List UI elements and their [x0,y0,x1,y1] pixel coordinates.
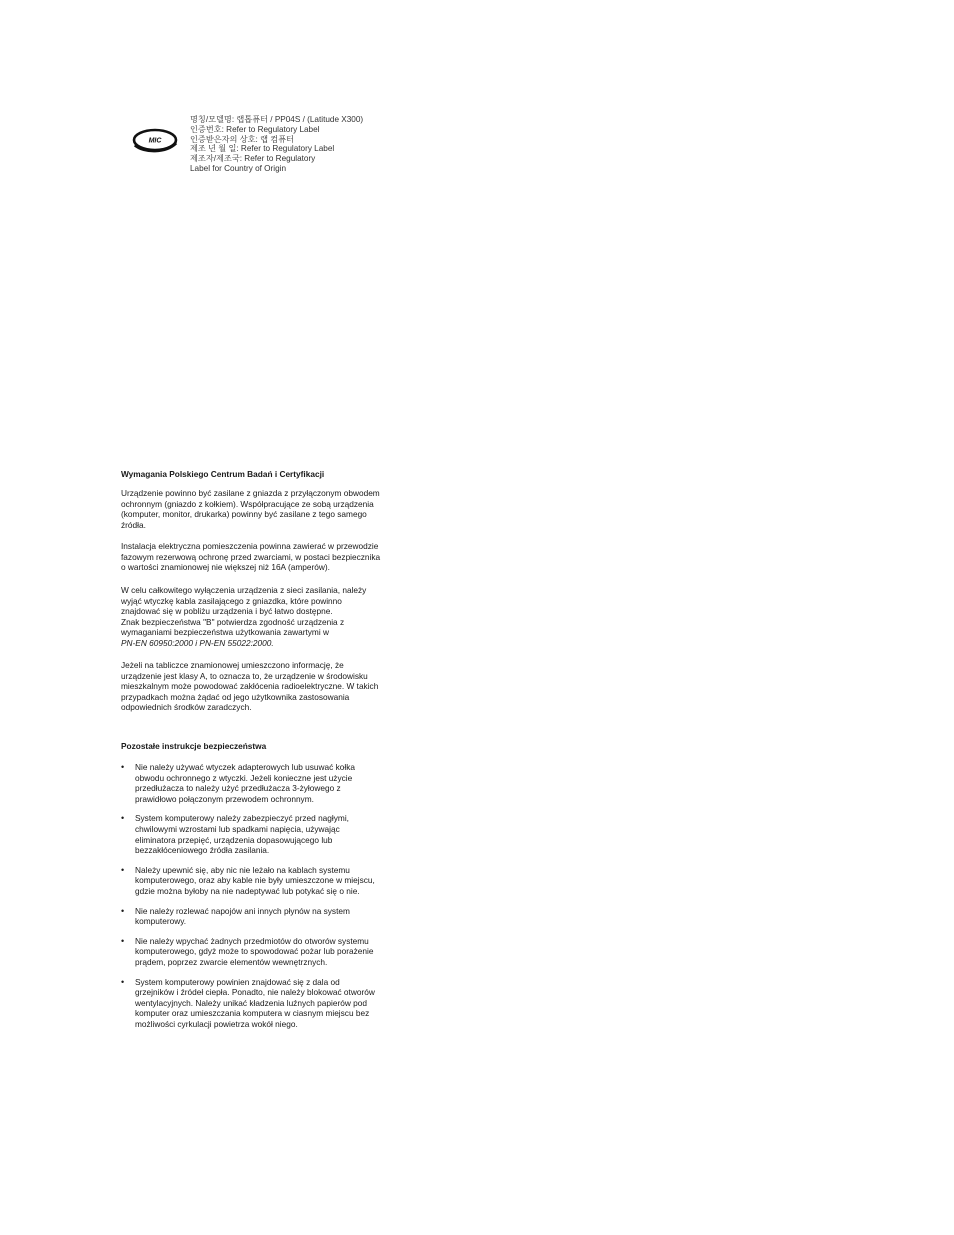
paragraph-disconnection [121,585,403,649]
text-line: bezzakłóceniowego źródła zasilania. [135,845,270,856]
text-line: Jeżeli na tabliczce znamionowej umieszczono informację, że [121,660,344,670]
mic-line: 인증받은자의 상호: 랩 컴퓨터 [190,134,295,144]
mic-line: 제조 년 월 일: Refer to Regulatory Label [190,144,335,154]
mic-line: 제조자/제조국: Refer to Regulatory [190,154,316,164]
text-line: fazowym rezerwową ochronę przed zwarciami, w postaci bezpiecznika [121,551,381,562]
text-line: Urządzenie powinno być zasilane z gniazda z przyłączonym obwodem [121,488,380,498]
bullet-icon: • [121,976,125,987]
text-line: (komputer, monitor, drukarka) powinny być zasilane z tego samego [121,509,367,520]
text-line: System komputerowy należy zabezpieczyć przed nagłymi, [135,813,349,824]
text-line: mieszkalnym może powodować zakłócenia radioelektryczne. W takich [121,681,379,692]
list-item [121,936,411,968]
text-line: przypadkach można żądać od jego użytkownika zastosowania [121,691,350,702]
text-line: wymaganiami bezpieczeństwa użytkowania zawartymi w [121,627,329,638]
mic-line: 인증번호: Refer to Regulatory Label [190,124,320,134]
list-item [121,865,411,897]
section-heading-pcbc: Wymagania Polskiego Centrum Badań i Certyfikacji [121,469,325,479]
standard-reference: PN-EN 60950:2000 i PN-EN 55022:2000. [121,637,274,648]
text-line: źródła. [121,519,146,530]
mic-line: 명칭/모델명: 랩톱퓨터 / PP04S / (Latitude X300) [190,115,364,124]
mic-logo-text: MIC [148,137,162,145]
text-line: komputerowego, oraz aby kable nie były umieszczone w miejscu, [135,875,375,886]
text-line: Nie należy rozlewać napojów ani innych płynów na system [135,905,350,916]
text-line: W celu całkowitego wyłączenia urządzenia z sieci zasilania, należy [121,585,367,595]
text-line: chwilowymi wzrostami lub spadkami napięcia, używając [135,823,340,834]
text-line: komputer oraz umieszczania komputera w ciasnym miejscu bez [135,1008,370,1019]
text-line: prawidłowo połączonym przewodem ochronnym. [135,793,314,804]
text-line: Nie należy używać wtyczek adapterowych lub usuwać kołka [135,762,355,772]
text-line: możliwości cyrkulacji powietrza wokół niego. [135,1018,298,1029]
text-line: komputerowy. [135,916,187,927]
mic-certification-logo [132,127,178,155]
paragraph-power-supply [121,488,403,530]
text-line: Należy upewnić się, aby nic nie leżało na kablach systemu [135,864,350,875]
text-line: obwodu ochronnego z wtyczki. Jeżeli konieczne jest użycie [135,772,353,783]
paragraph-class-a [121,660,403,713]
text-line: znajdować się w pobliżu urządzenia i być łatwo dostępne. [121,606,333,617]
text-line: komputerowego, gdyż może to spowodować pożar lub porażenie [135,946,374,957]
bullet-icon: • [121,935,125,946]
bullet-icon: • [121,864,125,875]
text-line: Instalacja elektryczna pomieszczenia powinna zawierać w przewodzie [121,541,379,551]
section-heading-safety: Pozostałe instrukcje bezpieczeństwa [121,741,267,751]
paragraph-electrical-installation [121,541,403,573]
text-line: ochronnym (gniazdo z kołkiem). Współpracujące ze sobą urządzenia [121,498,374,509]
text-line: eliminatora przepięć, urządzenia dopasowującego lub [135,834,333,845]
mic-certification-text [190,115,400,174]
text-line: Nie należy wpychać żadnych przedmiotów do otworów systemu [135,935,369,946]
text-line: System komputerowy powinien znajdować się z dala od [135,976,340,987]
list-item [121,762,411,804]
text-line: gdzie można byłoby na nie nadeptywać lub potykać się o nie. [135,885,360,896]
text-line: Znak bezpieczeństwa "B" potwierdza zgodność urządzenia z [121,616,345,627]
bullet-icon: • [121,905,125,916]
text-line: grzejników i źródeł ciepła. Ponadto, nie należy blokować otworów [135,987,375,998]
text-line: wentylacyjnych. Należy unikać kładzenia luźnych papierów pod [135,997,367,1008]
list-item [121,813,411,855]
text-line: odpowiednich środków zaradczych. [121,702,252,713]
mic-line: Label for Country of Origin [190,163,287,173]
text-line: urządzenie jest klasy A, to oznacza to, że urządzenie w środowisku [121,670,368,681]
text-line: przedłużacza to należy użyć przedłużacza 3-żyłowego z [135,783,341,794]
safety-bullet-list [121,762,411,1038]
list-item [121,906,411,927]
text-line: o wartości znamionowej nie większej niż 16A (amperów). [121,562,330,573]
bullet-icon: • [121,813,125,824]
text-line: prądem, poprzez zwarcie elementów wewnętrznych. [135,956,328,967]
bullet-icon: • [121,762,125,772]
list-item [121,977,411,1030]
text-line: wyjąć wtyczkę kabla zasilającego z gniazdka, które powinno [121,595,342,606]
